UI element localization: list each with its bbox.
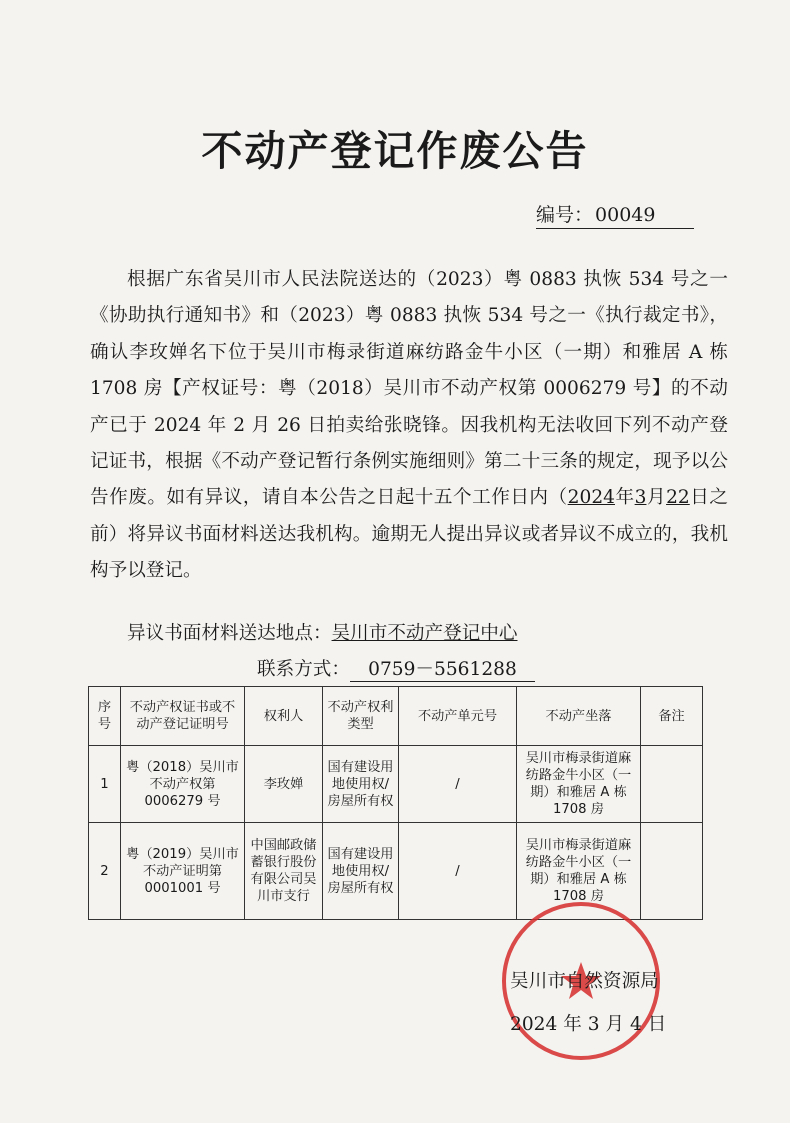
page-title: 不动产登记作废公告 <box>201 127 589 175</box>
cell-seq: 1 <box>89 746 121 823</box>
contact-label: 联系方式： <box>257 659 350 680</box>
notice-body <box>90 262 728 590</box>
deadline-month-unit: 月 <box>646 487 667 509</box>
cell-cert: 粤（2019）吴川市不动产证明第 0001001 号 <box>121 823 245 920</box>
cell-cert: 粤（2018）吴川市不动产权第 0006279 号 <box>121 746 245 823</box>
deadline-tail: 日之前 <box>90 487 728 545</box>
cell-unit-no: / <box>399 823 517 920</box>
contact-info <box>257 656 535 684</box>
header-note: 备注 <box>641 687 703 746</box>
table-header-row <box>89 687 703 746</box>
issuing-authority: 吴川市自然资源局 <box>510 971 659 992</box>
deadline-year: 2024 <box>567 487 615 509</box>
table-row <box>89 746 703 823</box>
cell-seq: 2 <box>89 823 121 920</box>
issue-date: 2024 年 3 月 4 日 <box>510 1014 667 1035</box>
cell-location: 吴川市梅录街道麻纺路金牛小区（一期）和雅居 A 栋 1708 房 <box>517 823 641 920</box>
cell-location: 吴川市梅录街道麻纺路金牛小区（一期）和雅居 A 栋 1708 房 <box>517 746 641 823</box>
cell-holder: 中国邮政储蓄银行股份有限公司吴川市支行 <box>245 823 323 920</box>
objection-address-label: 异议书面材料送达地点： <box>127 623 332 644</box>
header-cert: 不动产权证书或不动产登记证明号 <box>121 687 245 746</box>
header-unit-no: 不动产单元号 <box>399 687 517 746</box>
cell-note <box>641 746 703 823</box>
objection-address-value: 吴川市不动产登记中心 <box>331 623 518 644</box>
notice-text-part-b: ）将异议书面材料送达我机构。逾期无人提出异议或者异议不成立的，我机构予以登记。 <box>90 523 728 582</box>
document-number-label: 编号： <box>536 204 594 226</box>
header-right-type: 不动产权利类型 <box>323 687 399 746</box>
header-seq: 序号 <box>89 687 121 746</box>
document-number-value: 00049 <box>595 204 656 226</box>
document-number <box>536 200 694 229</box>
header-location: 不动产坐落 <box>517 687 641 746</box>
notice-text-part-a: 根据广东省吴川市人民法院送达的（2023）粤 0883 执恢 534 号之一《协助执行通知书》和（2023）粤 0883 执恢 534 号之一《执行裁定书》，确认李玫婵名下位于吴川市梅录街道麻纺路金牛小区（一期）和雅居 A 栋 1708 房【产权证号：粤（2018）吴川市不动产权第 0006279 号】的不动产已于 2024 年 2 月 26 日拍卖给张晓锋。因我机构无法收回下列不动产登记证书，根据《不动产登记暂行条例实施细则》第二十三条的规定，现予以公告作废。如有异议，请自本公告之日起十五个工作日内（ <box>90 269 728 509</box>
deadline-month: 3 <box>634 487 647 509</box>
cell-unit-no: / <box>399 746 517 823</box>
objection-address <box>127 620 518 648</box>
cell-holder: 李玫婵 <box>245 746 323 823</box>
cell-right-type: 国有建设用地使用权/房屋所有权 <box>323 746 399 823</box>
deadline-day: 22 <box>666 487 690 509</box>
certificate-table <box>88 686 703 920</box>
contact-phone: 0759－5561288 <box>350 659 535 682</box>
deadline-year-unit: 年 <box>614 487 635 509</box>
cell-right-type: 国有建设用地使用权/房屋所有权 <box>323 823 399 920</box>
header-holder: 权利人 <box>245 687 323 746</box>
